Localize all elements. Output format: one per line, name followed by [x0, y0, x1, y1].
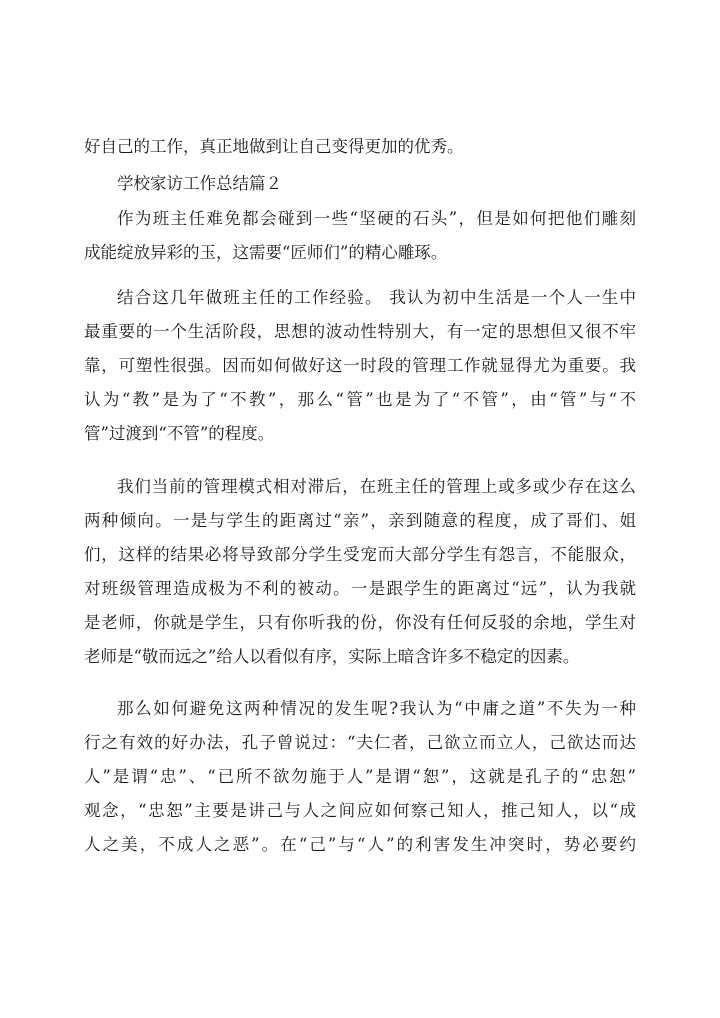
text-line: 我们当前的管理模式相对滞后，在班主任的管理上或多或少存在这么: [117, 477, 636, 496]
paragraph-2: [84, 281, 636, 451]
text-line: 人之美，不成人之恶”。在“己”与“人”的利害发生冲突时，势必要约: [84, 835, 636, 854]
text-line: 管”过渡到“不管”的程度。: [84, 424, 275, 443]
text-line: 最重要的一个生活阶段，思想的波动性特别大，有一定的思想但又很不牢: [84, 322, 636, 341]
text-line: 好自己的工作，真正地做到让自己变得更加的优秀。: [84, 137, 464, 156]
paragraph-4: [84, 692, 636, 862]
text-line: 行之有效的好办法，孔子曾说过：“夫仁者，己欲立而立人，己欲达而达: [84, 733, 636, 752]
text-line: 那么如何避免这两种情况的发生呢?我认为“中庸之道”不失为一种: [117, 699, 636, 718]
paragraph-3: [84, 470, 636, 674]
text-line: 对班级管理造成极为不利的被动。一是跟学生的距离过“远”，认为我就: [84, 579, 636, 598]
text-line: 们，这样的结果必将导致部分学生受宠而大部分学生有怨言，不能服众，: [84, 545, 636, 564]
text-line: 成能绽放异彩的玉，这需要“匠师们”的精心雕琢。: [84, 243, 448, 262]
text-line: 人”是谓“忠”、“已所不欲勿施于人”是谓“恕”，这就是孔子的“忠恕”: [84, 767, 636, 786]
text-line: 两种倾向。一是与学生的距离过“亲”，亲到随意的程度，成了哥们、姐: [84, 511, 636, 530]
text-line: 认为“教”是为了“不教”，那么“管”也是为了“不管”，由“管”与“不: [84, 390, 636, 409]
paragraph-continuation: [84, 130, 636, 164]
text-line: 观念，“忠恕”主要是讲己与人之间应如何察己知人，推己知人，以“成: [84, 801, 636, 820]
section-heading: 学校家访工作总结篇２: [117, 174, 282, 193]
text-line: 靠，可塑性很强。因而如何做好这一时段的管理工作就显得尤为重要。我: [84, 356, 636, 375]
text-line: 老师是“敬而远之”给人以看似有序，实际上暗含许多不稳定的因素。: [84, 647, 580, 666]
paragraph-1: [84, 202, 636, 270]
text-line: 作为班主任难免都会碰到一些“坚硬的石头”，但是如何把他们雕刻: [117, 209, 636, 228]
text-line: 是老师，你就是学生，只有你听我的份，你没有任何反驳的余地，学生对: [84, 613, 636, 632]
text-line: 结合这几年做班主任的工作经验。 我认为初中生活是一个人一生中: [117, 288, 636, 307]
